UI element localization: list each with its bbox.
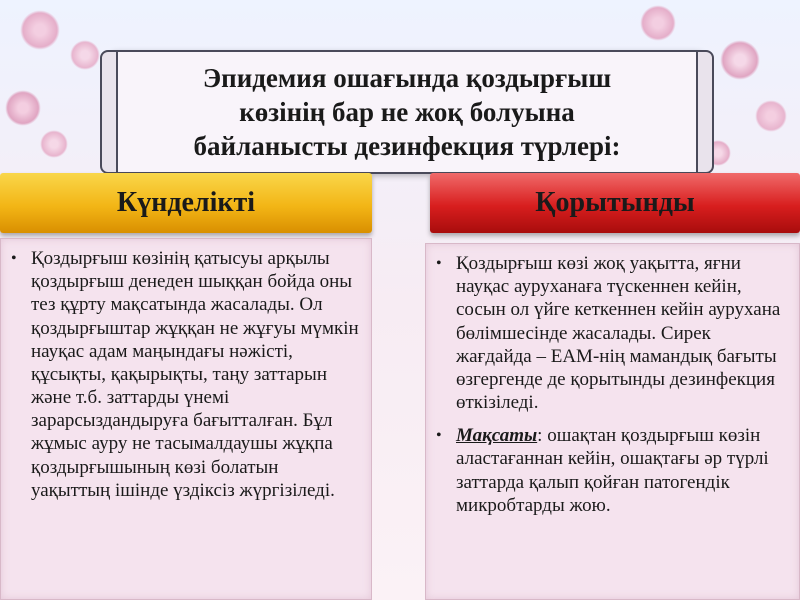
title-line: Эпидемия ошағында қоздырғыш — [202, 63, 612, 93]
blossom-decoration — [20, 10, 60, 50]
page-title — [112, 62, 702, 163]
blossom-decoration — [40, 130, 68, 158]
daily-description — [0, 238, 372, 600]
daily-text: Қоздырғыш көзінің қатысуы арқылы қоздырғыш денеден шыққан бойда оны тез құрту мақсатында жасалады. Ол қоздырғыштар жұққан не жұғуы мүмкін науқас адам маңындағы нәжісті, құсықты, қақырықты, таңу заттарын және т.б. заттарды үнемі зарарсыздандыруға бағытталған. Бұл жұмыс ауру не тасымалдаушы жұқпа қоздырғышының көзі болатын уақыттың ішінде үздіксіз жүргізіледі. — [31, 248, 359, 501]
blossom-decoration — [755, 100, 787, 132]
blossom-decoration — [640, 5, 676, 41]
bullet-icon: • — [436, 427, 442, 445]
title-line: байланысты дезинфекция түрлері: — [193, 130, 621, 161]
title-scroll — [110, 50, 704, 174]
final-text: Қоздырғыш көзі жоқ уақытта, яғни науқас ауруханаға түскеннен кейін, сосын ол үйге кеткеннен кейін аурухана бөлімшесінде жасалады. Сирек жағдайда – ЕАМ-нің мамандық бағыты өзгергенде де қорытынды дезинфекция өткізіледі. — [456, 253, 781, 414]
blossom-decoration — [5, 90, 41, 126]
list-item — [436, 252, 787, 414]
bullet-icon: • — [436, 255, 442, 272]
daily-heading — [0, 173, 372, 233]
final-description — [425, 243, 800, 600]
list-item — [11, 247, 359, 502]
purpose-text — [456, 424, 787, 517]
blossom-decoration — [70, 40, 100, 70]
final-heading-label: Қорытынды — [535, 187, 695, 218]
purpose-description: : ошақтан қоздырғыш көзін аластағаннан кейін, ошақтағы әр түрлі заттарда қалып қойған патогендік микробтарды жою. — [456, 425, 769, 516]
title-line: көзінің бар не жоқ болуына — [239, 96, 575, 127]
bullet-icon: • — [11, 250, 17, 267]
blossom-decoration — [720, 40, 760, 80]
list-item — [436, 424, 787, 517]
daily-heading-label: Күнделікті — [116, 187, 256, 218]
purpose-label: Мақсаты — [456, 425, 538, 447]
final-heading — [430, 173, 800, 233]
